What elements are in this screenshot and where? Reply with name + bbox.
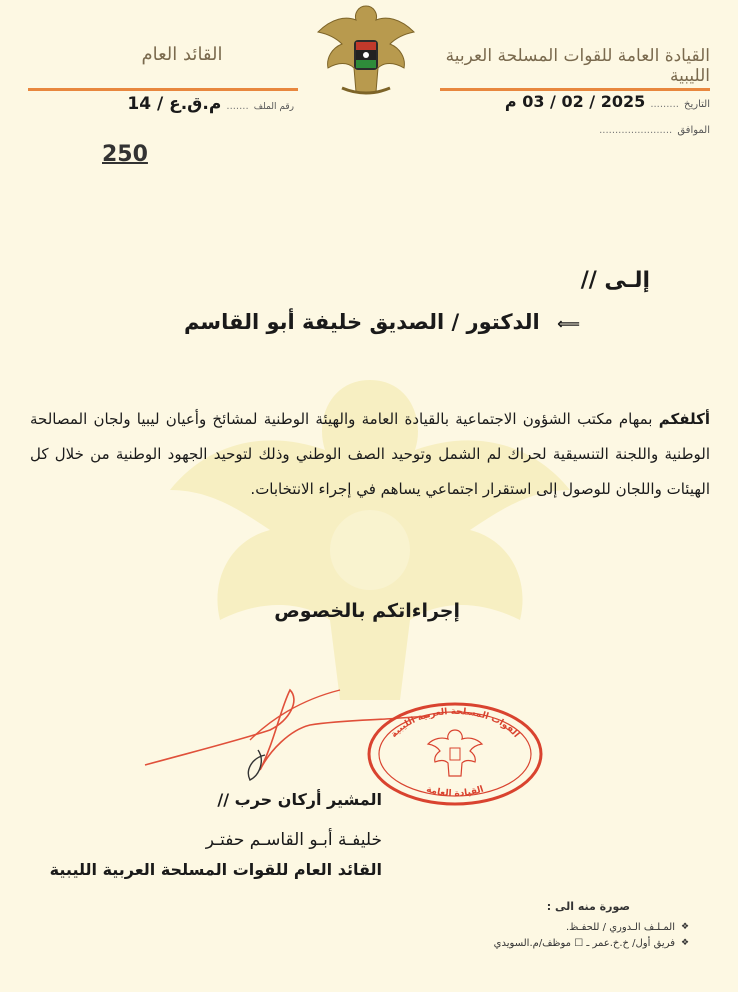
date-value: 2025 / 02 / 03 م <box>504 92 646 111</box>
bullet-icon: ❖ <box>680 938 690 948</box>
file-number-value: م.ق.ع / 14 <box>127 94 222 114</box>
letter-body <box>30 402 710 507</box>
file-number <box>84 94 294 114</box>
copies-to-item <box>450 935 690 951</box>
copies-to-heading: صورة منه الى : <box>546 900 630 913</box>
copies-to-item-text: فريق أول/ خ.خ.عمر ـ ☐ موظف/م.السويدي <box>493 937 675 949</box>
dotted-fill: ......... <box>650 99 679 110</box>
svg-text:القيادة العامة <box>425 785 485 799</box>
arrow-icon: ⟸ <box>557 314 580 333</box>
signatory-title: القائد العام للقوات المسلحة العربية الليبية <box>49 860 382 879</box>
stamp-eagle-icon <box>428 730 482 776</box>
bullet-icon: ❖ <box>680 922 690 932</box>
stamp-bottom-text: القيادة العامة <box>424 784 486 800</box>
body-first-word: أكلفكم <box>658 410 710 428</box>
date-label: التاريخ <box>684 99 710 110</box>
header-rule-left <box>28 88 298 91</box>
organization-title: القيادة العامة للقوات المسلحة العربية الليبية <box>445 46 710 86</box>
dotted-fill: ....................... <box>599 125 673 136</box>
official-stamp <box>366 700 544 806</box>
signatory-name: خليفـة أبـو القاسـم حفتـر <box>205 830 382 850</box>
addressee-line <box>160 310 580 334</box>
serial-number: 250 <box>102 142 148 167</box>
to-label: إلـى // <box>580 268 650 293</box>
copies-to-block <box>450 900 690 951</box>
file-number-label: رقم الملف <box>253 102 294 112</box>
addressee-name: الدكتور / الصديق خليفة أبو القاسم <box>183 310 540 334</box>
header-rule-right <box>440 88 710 91</box>
stamp-top-text: القوات المسلحة العربية الليبية <box>389 706 521 740</box>
closing-line: إجراءاتكم بالخصوص <box>274 600 460 622</box>
libyan-army-eagle-emblem-icon <box>312 2 420 100</box>
office-title: القائد العام <box>141 44 223 65</box>
copies-to-item <box>450 919 690 935</box>
copies-to-item-text: المـلـف الـدوري / للحفـظ. <box>566 921 675 933</box>
dotted-fill: ....... <box>226 101 249 112</box>
date-line <box>470 92 710 111</box>
signatory-rank: المشير أركان حرب // <box>217 790 382 809</box>
corresponding-date-line <box>560 118 710 137</box>
body-text: بمهام مكتب الشؤون الاجتماعية بالقيادة العامة والهيئة الوطنية لمشائخ وأعيان ليبيا ولجان المصالحة الوطنية واللجنة التنسيقية لحراك لم الشمل وتوحيد الصف الوطني وذلك لتوحيد الجهود الوطنية من خلال كل الهيئات واللجان للوصول إلى استقرار اجتماعي يساهم في إجراء الانتخابات. <box>30 410 710 498</box>
corresponding-label: الموافق <box>677 125 710 136</box>
